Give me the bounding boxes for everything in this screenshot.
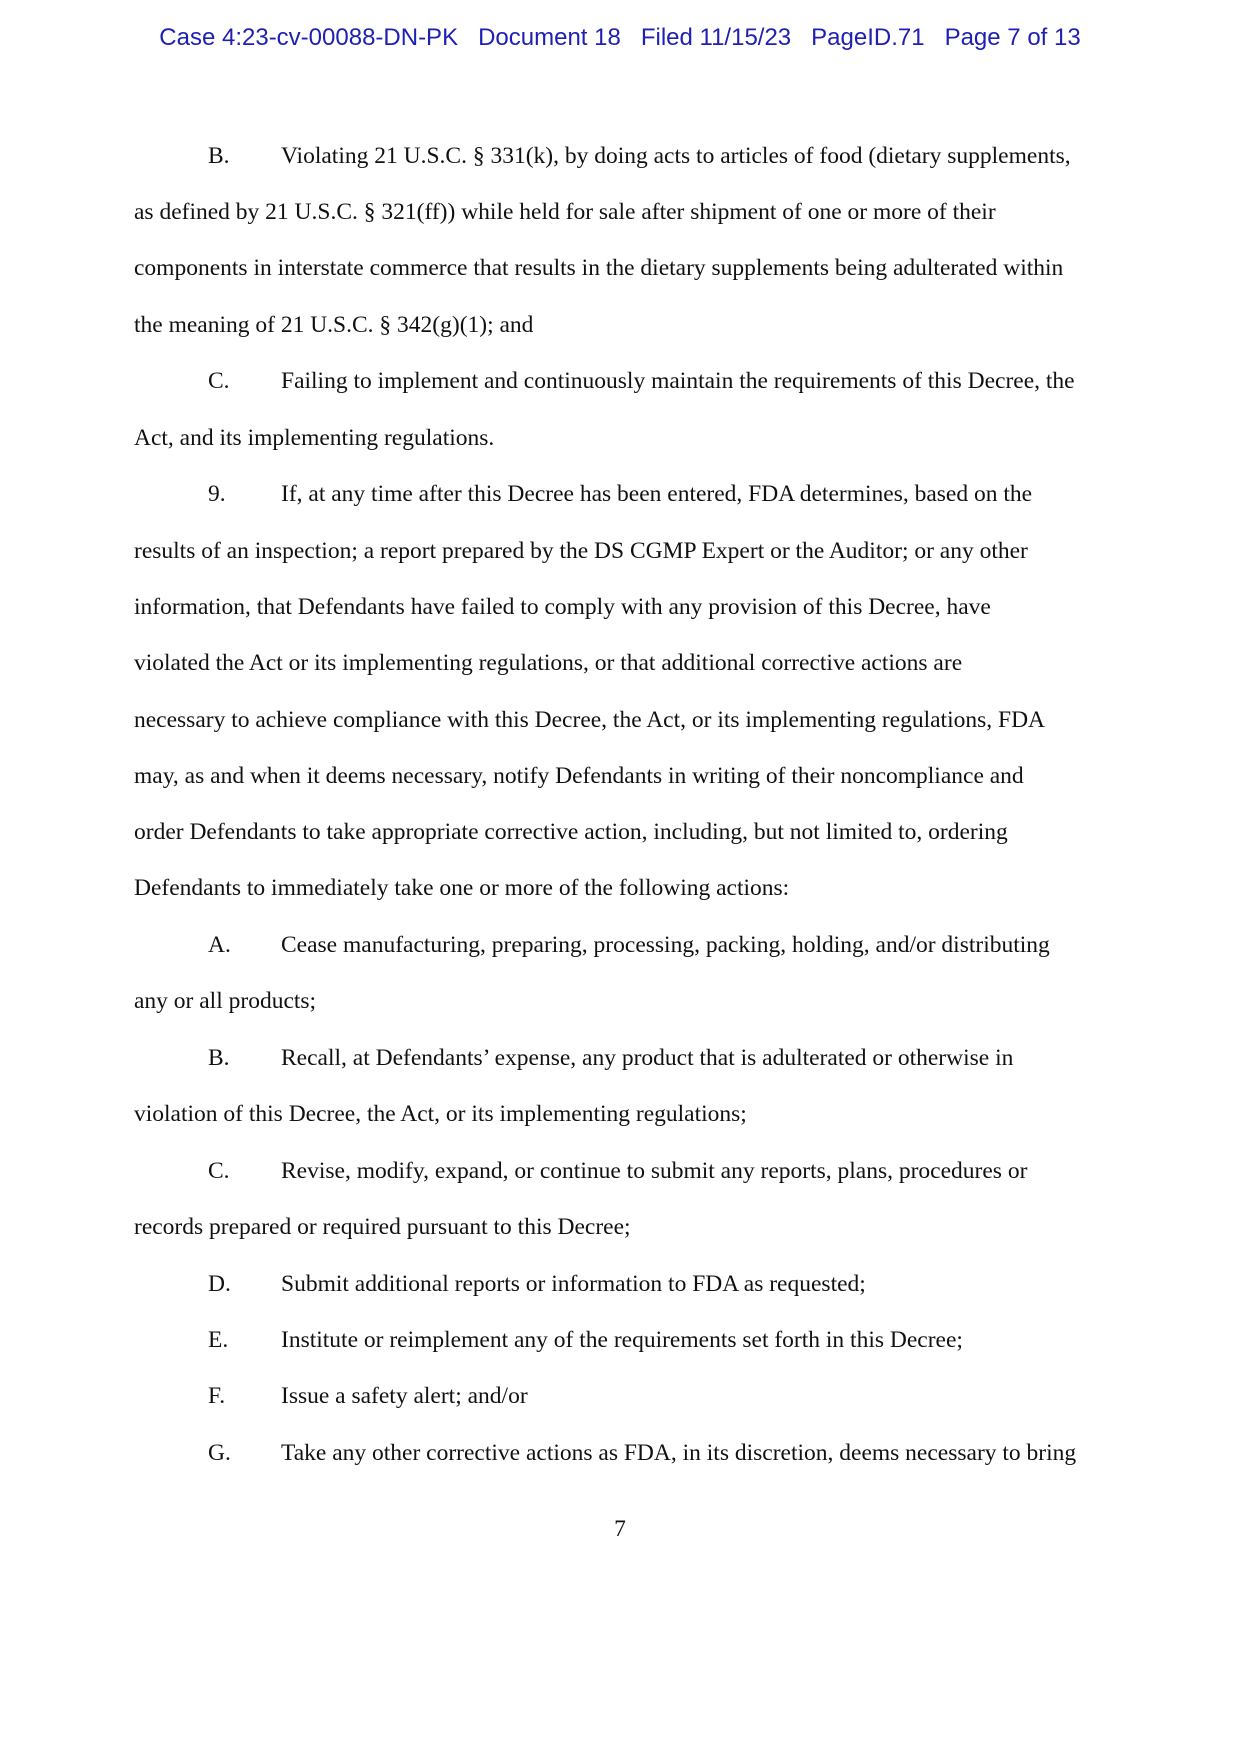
item-label: A. — [208, 932, 231, 958]
item-label: G. — [208, 1440, 231, 1466]
line-text: Institute or reimplement any of the requirements set forth in this Decree; — [281, 1327, 963, 1353]
paragraph-number: 9. — [208, 481, 226, 507]
line-text: Violating 21 U.S.C. § 331(k), by doing acts to articles of food (dietary supplements, — [281, 143, 1071, 169]
line-text: Issue a safety alert; and/or — [281, 1383, 528, 1409]
line-text: Failing to implement and continuously maintain the requirements of this Decree, the — [281, 368, 1075, 394]
body-line: Act, and its implementing regulations. — [134, 425, 495, 451]
line-text: Recall, at Defendants’ expense, any product that is adulterated or otherwise in — [281, 1045, 1014, 1071]
item-label: D. — [208, 1271, 231, 1297]
body-line: violated the Act or its implementing regulations, or that additional corrective actions are — [134, 650, 963, 676]
page-number: 7 — [614, 1516, 626, 1542]
item-label: B. — [208, 1045, 230, 1071]
body-line: results of an inspection; a report prepared by the DS CGMP Expert or the Auditor; or any other — [134, 538, 1028, 564]
case-number: Case 4:23-cv-00088-DN-PK — [159, 24, 459, 51]
page-count: Page 7 of 13 — [944, 24, 1081, 51]
item-label: B. — [208, 143, 230, 169]
document-number: Document 18 — [478, 24, 621, 51]
body-line: order Defendants to take appropriate corrective action, including, but not limited to, ordering — [134, 819, 1008, 845]
body-line: records prepared or required pursuant to this Decree; — [134, 1214, 631, 1240]
body-line: violation of this Decree, the Act, or its implementing regulations; — [134, 1101, 747, 1127]
ecf-header — [0, 22, 1240, 54]
line-text: Take any other corrective actions as FDA, in its discretion, deems necessary to bring — [281, 1440, 1077, 1466]
line-text: If, at any time after this Decree has been entered, FDA determines, based on the — [281, 481, 1033, 507]
body-line: components in interstate commerce that results in the dietary supplements being adulterated within — [134, 255, 1064, 281]
body-line: may, as and when it deems necessary, notify Defendants in writing of their noncompliance and — [134, 763, 1024, 789]
body-line: any or all products; — [134, 988, 317, 1014]
body-line: Defendants to immediately take one or more of the following actions: — [134, 875, 790, 901]
item-label: E. — [208, 1327, 229, 1353]
page-id: PageID.71 — [811, 24, 925, 51]
filed-date: Filed 11/15/23 — [640, 24, 792, 51]
item-label: C. — [208, 1158, 230, 1184]
body-line: information, that Defendants have failed to comply with any provision of this Decree, have — [134, 594, 991, 620]
body-line: necessary to achieve compliance with this Decree, the Act, or its implementing regulations, FDA — [134, 707, 1046, 733]
body-line: as defined by 21 U.S.C. § 321(ff)) while held for sale after shipment of one or more of their — [134, 199, 996, 225]
line-text: Cease manufacturing, preparing, processing, packing, holding, and/or distributing — [281, 932, 1050, 958]
item-label: C. — [208, 368, 230, 394]
item-label: F. — [208, 1383, 226, 1409]
line-text: Revise, modify, expand, or continue to submit any reports, plans, procedures or — [281, 1158, 1028, 1184]
line-text: Submit additional reports or information to FDA as requested; — [281, 1271, 866, 1297]
body-line: the meaning of 21 U.S.C. § 342(g)(1); and — [134, 312, 534, 338]
